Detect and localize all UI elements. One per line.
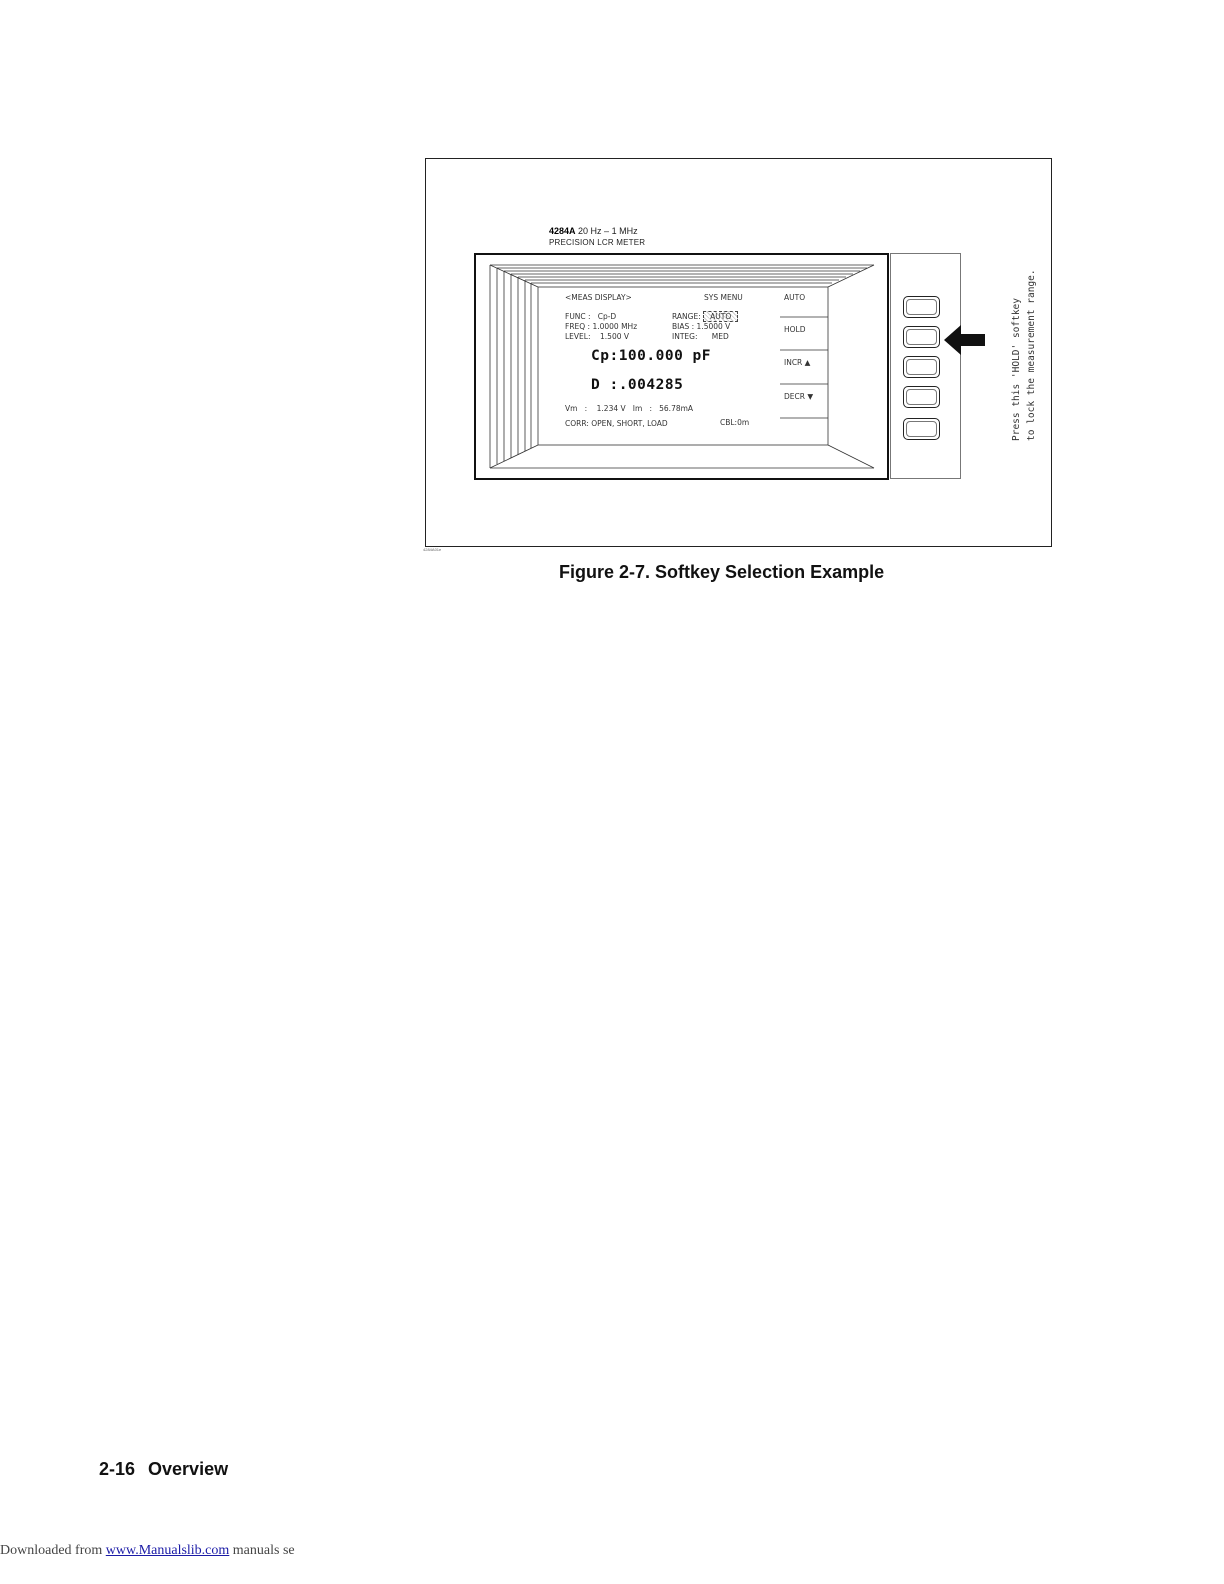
page-number-label: 2-16 Overview — [99, 1459, 229, 1479]
softkey-button-1[interactable] — [903, 296, 940, 318]
lcd-primary-reading: Cp:100.000 pF — [591, 348, 711, 364]
bezel-perspective-lines — [476, 255, 887, 478]
softkey-button-5[interactable] — [903, 418, 940, 440]
left-arrow-icon — [944, 324, 986, 356]
lcd-secondary-reading: D :.004285 — [591, 377, 684, 393]
download-prefix: Downloaded from — [0, 1543, 103, 1558]
display-bezel — [474, 253, 889, 480]
figure-id-code: 4284A01e — [423, 547, 442, 552]
lcd-level: LEVEL: 1.500 V — [565, 332, 630, 341]
download-note — [0, 1543, 295, 1559]
lcd-page-title: <MEAS DISPLAY> — [565, 293, 632, 302]
callout-line-2: to lock the measurement range. — [1026, 269, 1037, 441]
softkey-label-hold: HOLD — [784, 325, 806, 334]
softkey-button-4[interactable] — [903, 386, 940, 408]
softkey-button-3[interactable] — [903, 356, 940, 378]
softkey-button-hold[interactable] — [903, 326, 940, 348]
lcd-range — [672, 312, 738, 321]
lcd-cable: CBL:0m — [720, 418, 750, 427]
softkey-label-decr: DECR ▼ — [784, 392, 814, 401]
softkey-label-auto: AUTO — [784, 293, 806, 302]
download-suffix: manuals se — [232, 1543, 295, 1558]
lcd-range-label: RANGE: — [672, 312, 701, 321]
model-label — [549, 226, 645, 248]
product-name: PRECISION LCR METER — [549, 238, 646, 247]
lcd-vm-im: Vm : 1.234 V Im : 56.78mA — [565, 404, 694, 413]
model-number: 4284A — [549, 226, 576, 236]
lcd-integ: INTEG: MED — [672, 332, 729, 341]
lcd-freq: FREQ : 1.0000 MHz — [565, 322, 638, 331]
figure-caption: Figure 2-7. Softkey Selection Example — [559, 562, 885, 582]
lcd-func: FUNC : Cp-D — [565, 312, 617, 321]
callout-text — [1009, 241, 1039, 441]
lcd-corr: CORR: OPEN, SHORT, LOAD — [565, 419, 668, 428]
lcd-range-value: AUTO — [703, 311, 738, 322]
softkey-label-incr: INCR ▲ — [784, 358, 811, 367]
model-freq-range: 20 Hz – 1 MHz — [578, 226, 638, 236]
lcd-bias: BIAS : 1.5000 V — [672, 322, 731, 331]
callout-line-1: Press this 'HOLD' softkey — [1011, 298, 1022, 441]
manualslib-link[interactable]: www.Manualslib.com — [105, 1543, 230, 1558]
lcd-sys-menu: SYS MENU — [704, 293, 743, 302]
